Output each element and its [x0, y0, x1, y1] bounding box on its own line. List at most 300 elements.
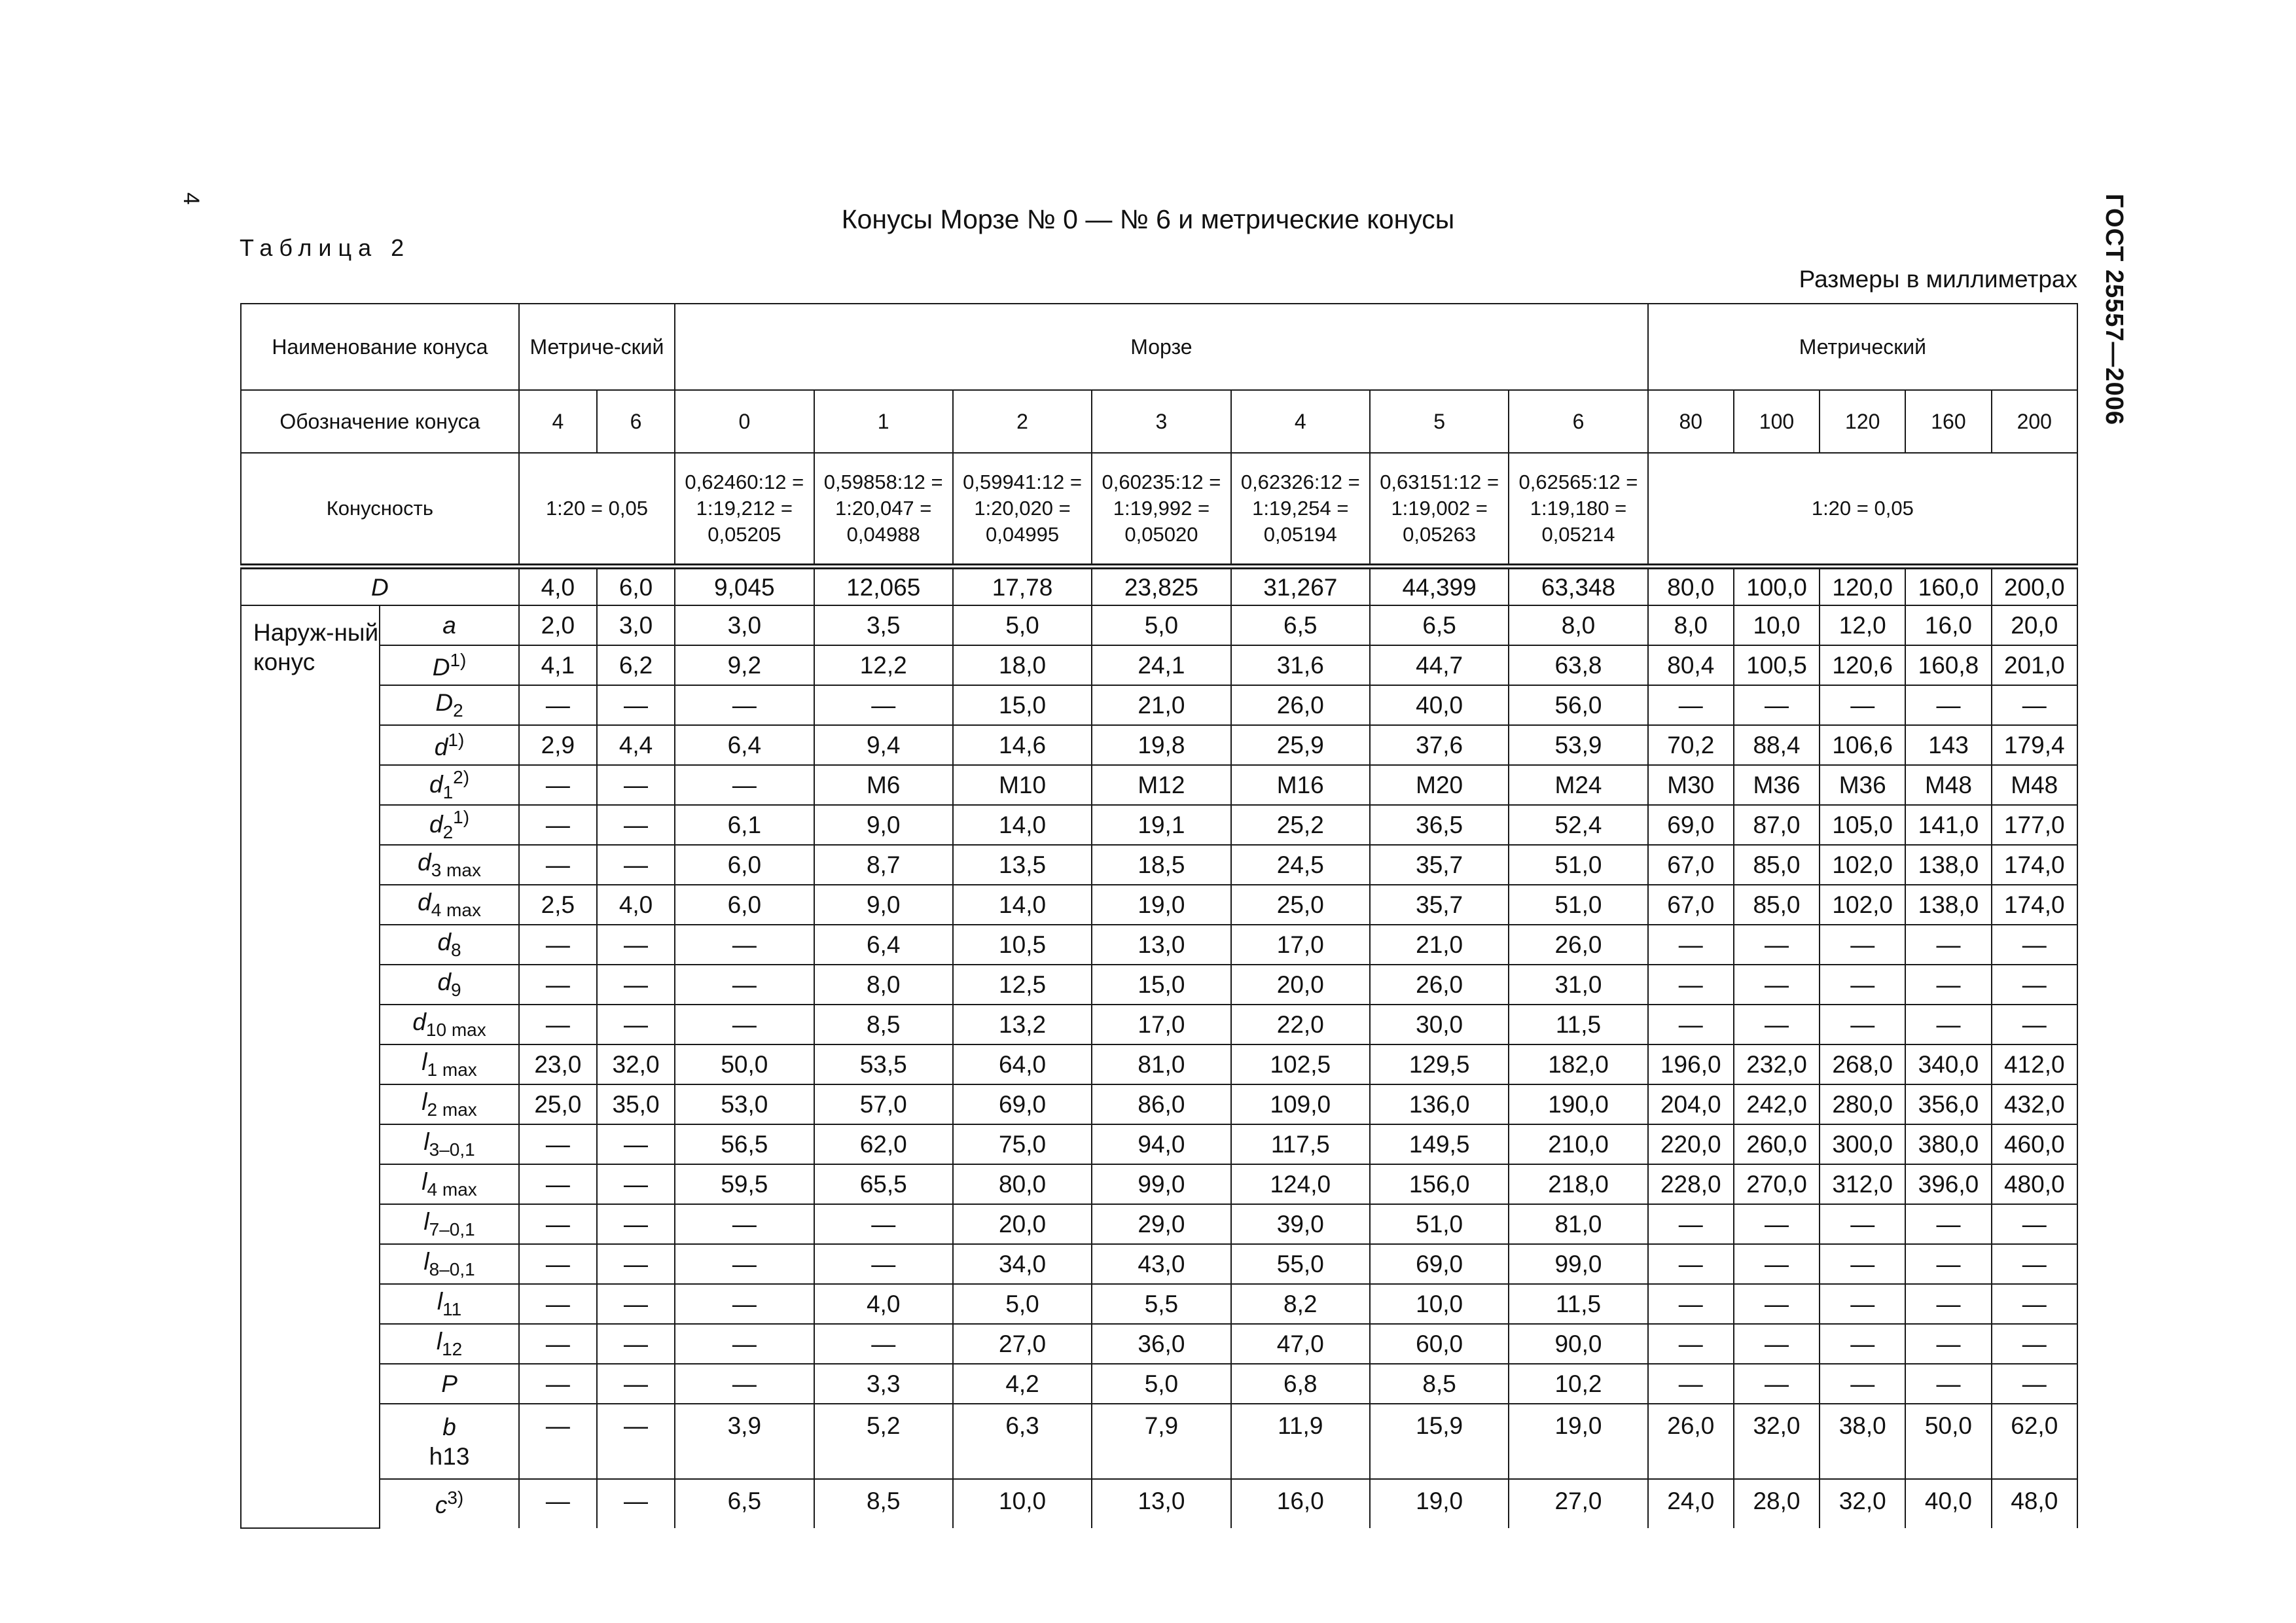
dimension-value: 10,0	[953, 1479, 1092, 1528]
dimension-row	[241, 1124, 2077, 1164]
dimension-value: —	[1734, 1204, 1820, 1244]
dimension-value: 18,0	[953, 645, 1092, 685]
dimension-value: —	[1820, 1324, 1905, 1364]
taper-morse-cell: 0,63151:12 = 1:19,002 = 0,05263	[1370, 453, 1509, 567]
symbol-letter: l	[423, 1128, 429, 1155]
dimension-value: 3,9	[675, 1404, 814, 1479]
dimension-row	[241, 1244, 2077, 1284]
dimension-value: —	[1992, 685, 2077, 725]
dimension-value: 268,0	[1820, 1044, 1905, 1084]
symbol-letter: l	[422, 1168, 427, 1195]
dimension-value: 11,5	[1509, 1284, 1647, 1324]
dimension-value: 6,2	[597, 645, 675, 685]
dimension-value: —	[675, 1284, 814, 1324]
taper-metric-large: 1:20 = 0,05	[1648, 453, 2077, 567]
dimension-value: 47,0	[1231, 1324, 1370, 1364]
designation-cell: 1	[814, 390, 953, 453]
dimension-value: —	[597, 1005, 675, 1044]
dimension-value: 9,2	[675, 645, 814, 685]
dimension-value: —	[519, 1204, 597, 1244]
dimension-value: —	[597, 925, 675, 965]
dimension-value: M48	[1992, 765, 2077, 805]
units-note: Размеры в миллиметрах	[1799, 266, 2077, 293]
dimension-value: 13,2	[953, 1005, 1092, 1044]
designation-cell: 100	[1734, 390, 1820, 453]
dimension-value: —	[597, 765, 675, 805]
symbol-letter: d	[437, 969, 452, 995]
diameter-value: 100,0	[1734, 567, 1820, 606]
dimension-value: 15,9	[1370, 1404, 1509, 1479]
symbol-footnote: 1)	[450, 650, 467, 670]
dimension-value: 6,5	[1231, 605, 1370, 645]
dimension-value: —	[1734, 925, 1820, 965]
dimension-value: —	[1820, 1364, 1905, 1404]
dimension-value: —	[1905, 1364, 1991, 1404]
gost-code: ГОСТ 25557—2006	[2100, 194, 2128, 426]
dimension-value: —	[1648, 1005, 1734, 1044]
dimension-value: 86,0	[1092, 1084, 1230, 1124]
dimension-value: 30,0	[1370, 1005, 1509, 1044]
symbol-letter: l	[422, 1048, 427, 1075]
dimension-value: 25,2	[1231, 805, 1370, 845]
dimension-value: —	[1820, 1204, 1905, 1244]
dimension-value: 9,0	[814, 805, 953, 845]
dimension-value: 19,0	[1509, 1404, 1647, 1479]
dimension-value: 17,0	[1231, 925, 1370, 965]
dimension-value: 17,0	[1092, 1005, 1230, 1044]
dimension-row	[241, 1005, 2077, 1044]
dimension-value: M12	[1092, 765, 1230, 805]
dimension-value: 11,5	[1509, 1005, 1647, 1044]
dimension-value: —	[519, 805, 597, 845]
dimension-value: 4,4	[597, 725, 675, 765]
dimension-value: —	[1992, 1284, 2077, 1324]
dimension-value: —	[597, 1479, 675, 1528]
dimension-symbol	[380, 1364, 518, 1404]
dimension-value: —	[1820, 685, 1905, 725]
dimension-value: 69,0	[1648, 805, 1734, 845]
dimension-value: 62,0	[1992, 1404, 2077, 1479]
symbol-letter: d	[429, 771, 443, 798]
header-row-designation	[241, 390, 2077, 453]
symbol-subscript: 2	[442, 822, 454, 842]
dimension-value: 48,0	[1992, 1479, 2077, 1528]
dimension-value: —	[519, 1324, 597, 1364]
dimension-value: 220,0	[1648, 1124, 1734, 1164]
dimension-value: —	[675, 1364, 814, 1404]
dimension-value: —	[1992, 925, 2077, 965]
dimension-value: —	[1992, 1005, 2077, 1044]
dimension-symbol	[380, 605, 518, 645]
dimension-value: 14,0	[953, 885, 1092, 925]
dimension-value: 35,0	[597, 1084, 675, 1124]
dimension-value: 2,5	[519, 885, 597, 925]
dimension-symbol	[380, 1124, 518, 1164]
symbol-footnote: 1)	[448, 730, 465, 750]
dimension-symbol	[380, 1404, 518, 1479]
dimension-value: —	[1648, 1244, 1734, 1284]
dimension-value: 24,0	[1648, 1479, 1734, 1528]
dimension-value: 23,0	[519, 1044, 597, 1084]
dimension-row	[241, 685, 2077, 725]
dimension-value: 14,6	[953, 725, 1092, 765]
dimension-value: —	[1992, 1204, 2077, 1244]
dimension-value: 13,0	[1092, 1479, 1230, 1528]
dimension-row	[241, 645, 2077, 685]
dimension-value: 196,0	[1648, 1044, 1734, 1084]
dimension-value: 5,0	[953, 605, 1092, 645]
dimension-value: —	[1992, 1364, 2077, 1404]
symbol-subscript: 4 max	[427, 1179, 477, 1200]
dimension-value: 10,5	[953, 925, 1092, 965]
dimension-value: 39,0	[1231, 1204, 1370, 1244]
symbol-subscript: 9	[451, 980, 461, 1000]
designation-label: Обозначение конуса	[241, 390, 519, 453]
dimension-symbol	[380, 685, 518, 725]
dimension-value: 412,0	[1992, 1044, 2077, 1084]
dimension-value: 16,0	[1231, 1479, 1370, 1528]
dimension-value: 3,0	[675, 605, 814, 645]
dimension-value: 81,0	[1092, 1044, 1230, 1084]
dimension-value: —	[814, 1204, 953, 1244]
dimension-value: 85,0	[1734, 885, 1820, 925]
symbol-letter: d	[418, 849, 431, 876]
dimension-value: 27,0	[953, 1324, 1092, 1364]
dimension-value: 65,5	[814, 1164, 953, 1204]
dimension-value: 4,0	[814, 1284, 953, 1324]
dimension-symbol	[380, 805, 518, 845]
diameter-value: 80,0	[1648, 567, 1734, 606]
dimension-value: —	[1820, 1284, 1905, 1324]
dimension-value: 4,2	[953, 1364, 1092, 1404]
taper-morse-cell: 0,62326:12 = 1:19,254 = 0,05194	[1231, 453, 1370, 567]
dimension-value: M36	[1820, 765, 1905, 805]
dimension-value: —	[597, 845, 675, 885]
dimension-row	[241, 1479, 2077, 1528]
dimension-value: 210,0	[1509, 1124, 1647, 1164]
dimension-value: 174,0	[1992, 845, 2077, 885]
dimension-value: 53,9	[1509, 725, 1647, 765]
dimension-symbol	[380, 1005, 518, 1044]
symbol-letter: l	[436, 1328, 442, 1355]
dimension-value: M48	[1905, 765, 1991, 805]
dimension-value: 5,5	[1092, 1284, 1230, 1324]
dimension-symbol	[380, 1479, 518, 1528]
dimension-value: 32,0	[597, 1044, 675, 1084]
diameter-value: 63,348	[1509, 567, 1647, 606]
dimension-value: 270,0	[1734, 1164, 1820, 1204]
dimension-value: —	[675, 765, 814, 805]
dimension-value: 26,0	[1509, 925, 1647, 965]
dimension-value: —	[597, 1124, 675, 1164]
dimension-value: 25,0	[519, 1084, 597, 1124]
dimension-value: 136,0	[1370, 1084, 1509, 1124]
dimension-value: 35,7	[1370, 845, 1509, 885]
dimension-value: 12,5	[953, 965, 1092, 1005]
dimension-value: 5,0	[1092, 1364, 1230, 1404]
dimension-value: —	[814, 1244, 953, 1284]
dimension-value: 26,0	[1370, 965, 1509, 1005]
dimension-value: —	[814, 685, 953, 725]
diameter-row	[241, 567, 2077, 606]
dimension-value: 50,0	[1905, 1404, 1991, 1479]
metric-small-header: Метриче-ский	[519, 304, 675, 390]
dimension-value: 32,0	[1734, 1404, 1820, 1479]
header-row-name	[241, 304, 2077, 390]
dimension-value: 190,0	[1509, 1084, 1647, 1124]
dimension-value: —	[1992, 965, 2077, 1005]
dimension-value: —	[675, 1204, 814, 1244]
dimension-value: 7,9	[1092, 1404, 1230, 1479]
diameter-value: 44,399	[1370, 567, 1509, 606]
designation-cell: 4	[1231, 390, 1370, 453]
designation-cell: 0	[675, 390, 814, 453]
dimension-value: 4,1	[519, 645, 597, 685]
dimension-value: 35,7	[1370, 885, 1509, 925]
designation-cell: 5	[1370, 390, 1509, 453]
dimension-value: —	[597, 1284, 675, 1324]
dimension-value: 85,0	[1734, 845, 1820, 885]
dimension-value: —	[1905, 1324, 1991, 1364]
dimension-value: 20,0	[953, 1204, 1092, 1244]
symbol-subscript: 7–0,1	[429, 1219, 475, 1240]
dimension-value: 2,9	[519, 725, 597, 765]
dimension-value: 11,9	[1231, 1404, 1370, 1479]
dimension-value: 396,0	[1905, 1164, 1991, 1204]
dimension-row	[241, 845, 2077, 885]
dimension-value: —	[1648, 965, 1734, 1005]
dimension-value: 174,0	[1992, 885, 2077, 925]
symbol-subscript: 11	[442, 1299, 462, 1319]
symbol-letter: d	[437, 929, 452, 955]
dimension-value: —	[1648, 925, 1734, 965]
dimension-value: 2,0	[519, 605, 597, 645]
dimension-value: —	[1648, 1364, 1734, 1404]
dimension-value: —	[1734, 1244, 1820, 1284]
dimension-value: 6,5	[1370, 605, 1509, 645]
dimension-value: —	[1905, 925, 1991, 965]
dimension-row	[241, 1404, 2077, 1479]
dimension-value: 6,0	[675, 885, 814, 925]
dimension-value: —	[519, 845, 597, 885]
dimension-value: 24,5	[1231, 845, 1370, 885]
dimension-value: 15,0	[953, 685, 1092, 725]
dimension-value: —	[1820, 925, 1905, 965]
dimension-value: 19,1	[1092, 805, 1230, 845]
dimension-value: 356,0	[1905, 1084, 1991, 1124]
dimension-value: 8,5	[1370, 1364, 1509, 1404]
diameter-value: 4,0	[519, 567, 597, 606]
symbol-letter: l	[423, 1248, 429, 1275]
dimension-value: 40,0	[1370, 685, 1509, 725]
dimension-value: 380,0	[1905, 1124, 1991, 1164]
symbol-subscript: 3 max	[431, 860, 481, 880]
taper-morse-cell: 0,60235:12 = 1:19,992 = 0,05020	[1092, 453, 1230, 567]
dimension-value: —	[1734, 1005, 1820, 1044]
dimension-value: 75,0	[953, 1124, 1092, 1164]
dimension-value: 15,0	[1092, 965, 1230, 1005]
dimension-row	[241, 1044, 2077, 1084]
dimension-value: 10,0	[1734, 605, 1820, 645]
designation-cell: 4	[519, 390, 597, 453]
dimension-value: 28,0	[1734, 1479, 1820, 1528]
dimension-value: —	[1820, 1005, 1905, 1044]
dimension-value: —	[814, 1324, 953, 1364]
dimension-value: 8,5	[814, 1005, 953, 1044]
dimension-value: 5,0	[1092, 605, 1230, 645]
dimension-value: 56,5	[675, 1124, 814, 1164]
dimension-value: 34,0	[953, 1244, 1092, 1284]
symbol-letter: d	[412, 1008, 426, 1035]
dimension-value: 300,0	[1820, 1124, 1905, 1164]
dimension-value: 312,0	[1820, 1164, 1905, 1204]
dimension-value: —	[1734, 1324, 1820, 1364]
dimension-value: —	[1905, 1244, 1991, 1284]
dimension-symbol	[380, 1244, 518, 1284]
dimension-value: 55,0	[1231, 1244, 1370, 1284]
dimension-value: —	[1905, 685, 1991, 725]
dimension-value: 201,0	[1992, 645, 2077, 685]
dimension-value: 38,0	[1820, 1404, 1905, 1479]
dimension-value: 6,0	[675, 845, 814, 885]
dimension-value: —	[519, 765, 597, 805]
diameter-value: 160,0	[1905, 567, 1991, 606]
diameter-value: 12,065	[814, 567, 953, 606]
dimension-value: 94,0	[1092, 1124, 1230, 1164]
dimension-value: 50,0	[675, 1044, 814, 1084]
dimension-value: 26,0	[1648, 1404, 1734, 1479]
dimension-value: —	[675, 685, 814, 725]
dimension-value: 3,5	[814, 605, 953, 645]
dimension-value: 6,1	[675, 805, 814, 845]
dimension-row	[241, 885, 2077, 925]
dimension-value: 25,9	[1231, 725, 1370, 765]
dimension-value: 179,4	[1992, 725, 2077, 765]
designation-cell: 6	[597, 390, 675, 453]
dimension-value: —	[519, 1164, 597, 1204]
dimension-value: 106,6	[1820, 725, 1905, 765]
dimension-value: —	[1905, 1204, 1991, 1244]
document-title: Конусы Морзе № 0 — № 6 и метрические конусы	[841, 204, 1455, 234]
dimension-value: 160,8	[1905, 645, 1991, 685]
dimension-value: 59,5	[675, 1164, 814, 1204]
dimension-value: 25,0	[1231, 885, 1370, 925]
taper-morse-cell: 0,59941:12 = 1:20,020 = 0,04995	[953, 453, 1092, 567]
dimension-value: 6,3	[953, 1404, 1092, 1479]
symbol-subscript: 1	[442, 782, 454, 802]
dimension-value: 53,0	[675, 1084, 814, 1124]
dimension-value: 26,0	[1231, 685, 1370, 725]
dimension-value: 8,2	[1231, 1284, 1370, 1324]
symbol-letter: b	[442, 1413, 456, 1440]
dimension-value: 120,6	[1820, 645, 1905, 685]
dimension-value: 8,5	[814, 1479, 953, 1528]
metric-large-header: Метрический	[1648, 304, 2077, 390]
dimension-value: 141,0	[1905, 805, 1991, 845]
dimension-value: —	[675, 1244, 814, 1284]
symbol-subscript: 10 max	[425, 1020, 486, 1040]
dimension-value: 8,0	[1648, 605, 1734, 645]
dimension-value: 5,2	[814, 1404, 953, 1479]
dimension-value: —	[519, 925, 597, 965]
dimension-value: 232,0	[1734, 1044, 1820, 1084]
symbol-subscript: 3–0,1	[429, 1139, 475, 1160]
dimension-value: —	[1820, 1244, 1905, 1284]
designation-cell: 200	[1992, 390, 2077, 453]
morse-header: Морзе	[675, 304, 1648, 390]
dimension-value: 5,0	[953, 1284, 1092, 1324]
outer-cone-label: Наруж-ный конус	[241, 605, 380, 1528]
dimension-symbol	[380, 1324, 518, 1364]
dimension-value: 3,0	[597, 605, 675, 645]
dimension-row	[241, 1284, 2077, 1324]
dimension-value: 13,5	[953, 845, 1092, 885]
dimension-value: 21,0	[1092, 685, 1230, 725]
designation-cell: 6	[1509, 390, 1647, 453]
taper-morse-cell: 0,59858:12 = 1:20,047 = 0,04988	[814, 453, 953, 567]
symbol-letter: d	[434, 734, 448, 760]
dimension-value: 67,0	[1648, 885, 1734, 925]
diameter-value: 17,78	[953, 567, 1092, 606]
dimension-value: M30	[1648, 765, 1734, 805]
dimension-value: 67,0	[1648, 845, 1734, 885]
dimension-value: —	[1992, 1324, 2077, 1364]
symbol-letter: l	[423, 1208, 429, 1235]
dimension-value: 6,5	[675, 1479, 814, 1528]
dimension-value: 242,0	[1734, 1084, 1820, 1124]
dimension-value: —	[1820, 965, 1905, 1005]
symbol-subscript: 2 max	[427, 1099, 477, 1120]
symbol-letter: l	[437, 1288, 443, 1315]
symbol-subscript: 8	[451, 940, 461, 960]
symbol-subscript: 8–0,1	[429, 1259, 475, 1279]
dimension-value: 32,0	[1820, 1479, 1905, 1528]
dimension-value: —	[519, 965, 597, 1005]
dimension-value: 69,0	[953, 1084, 1092, 1124]
dimension-value: 10,2	[1509, 1364, 1647, 1404]
dimension-value: 19,0	[1092, 885, 1230, 925]
dimension-value: —	[519, 1404, 597, 1479]
dimension-value: 70,2	[1648, 725, 1734, 765]
symbol-subscript: 2	[453, 700, 463, 721]
dimension-row	[241, 1164, 2077, 1204]
dimension-value: 51,0	[1509, 845, 1647, 885]
dimension-symbol	[380, 725, 518, 765]
dimension-value: 20,0	[1992, 605, 2077, 645]
dimension-value: 149,5	[1370, 1124, 1509, 1164]
dimension-value: 21,0	[1370, 925, 1509, 965]
dimension-value: —	[675, 965, 814, 1005]
dimension-value: —	[1992, 1244, 2077, 1284]
dimension-value: 124,0	[1231, 1164, 1370, 1204]
dimension-value: M16	[1231, 765, 1370, 805]
taper-morse-cell: 0,62460:12 = 1:19,212 = 0,05205	[675, 453, 814, 567]
dimension-value: 12,2	[814, 645, 953, 685]
designation-cell: 160	[1905, 390, 1991, 453]
designation-cell: 2	[953, 390, 1092, 453]
dimension-value: 27,0	[1509, 1479, 1647, 1528]
symbol-subscript: 1 max	[427, 1060, 477, 1080]
dimension-value: —	[1648, 1204, 1734, 1244]
dimension-value: —	[1648, 1324, 1734, 1364]
dimension-value: 88,4	[1734, 725, 1820, 765]
dimension-value: 6,4	[675, 725, 814, 765]
header-row-taper	[241, 453, 2077, 567]
dimension-value: —	[519, 1124, 597, 1164]
dimension-value: M10	[953, 765, 1092, 805]
dimension-value: 8,7	[814, 845, 953, 885]
dimension-value: 102,0	[1820, 885, 1905, 925]
